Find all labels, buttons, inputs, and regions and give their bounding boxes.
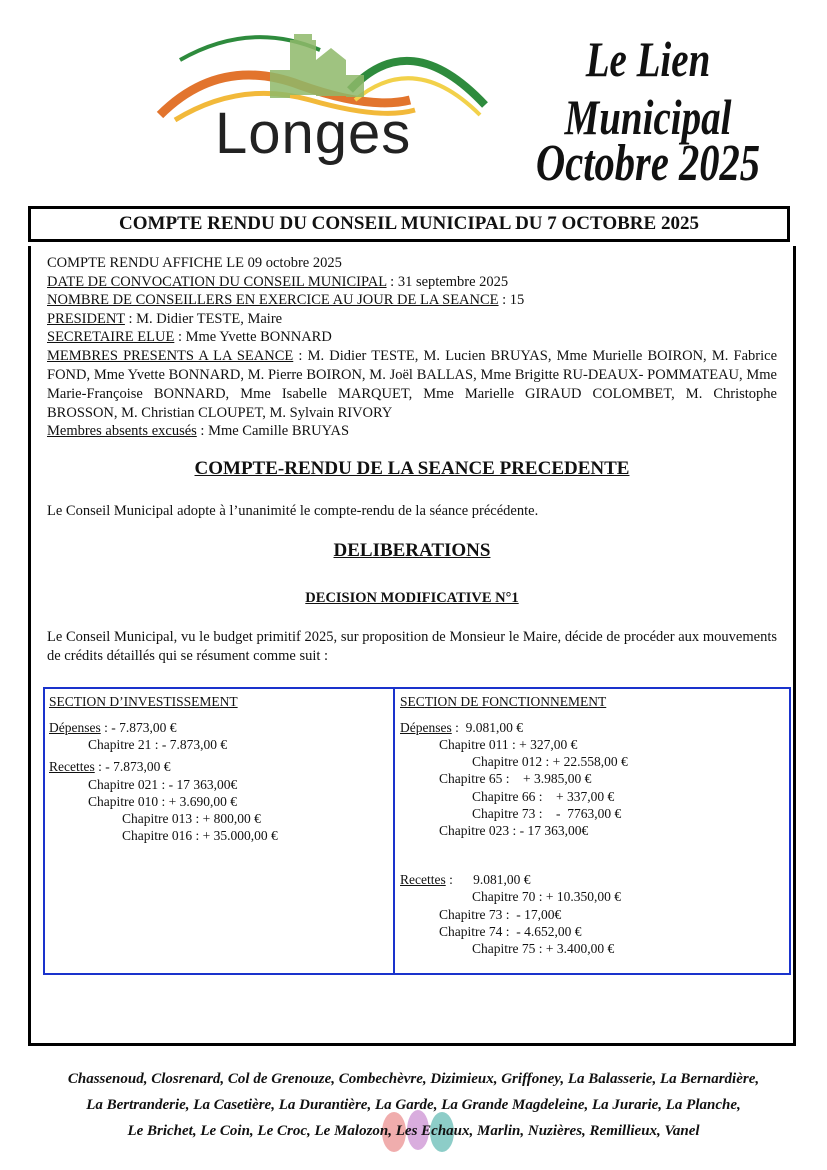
hamlets-line: Chassenoud, Closrenard, Col de Grenouze, Combechèvre, Dizimieux, Griffoney, La Balasserie, La Bernardière, bbox=[67, 1071, 760, 1087]
decision-intro: Le Conseil Municipal, vu le budget primitif 2025, sur proposition de Monsieur le Maire, décide de procéder aux mouvements de crédits détaillés qui se résument comme suit : bbox=[47, 629, 777, 664]
investment-revenue-line: Chapitre 010 : + 3.690,00 € bbox=[88, 794, 237, 809]
investment-title-text: SECTION D’INVESTISSEMENT bbox=[49, 694, 238, 709]
operating-expenses-value: : 9.081,00 € bbox=[451, 720, 523, 735]
investment-expense-line: Chapitre 21 : - 7.873,00 € bbox=[88, 737, 228, 752]
deliberations-heading: DELIBERATIONS bbox=[333, 540, 491, 561]
investment-expenses-value: : - 7.873,00 € bbox=[100, 720, 177, 735]
report-title: COMPTE RENDU DU CONSEIL MUNICIPAL DU 7 OCTOBRE 2025 bbox=[28, 206, 790, 242]
present-value: : M. Didier TESTE, M. Lucien BRUYAS, Mme Murielle BOIRON, M. Fabrice FOND, Mme Yvette BONNARD, M. Pierre BOIRON, M. Joël BALLAS, Mme Brigitte RU-DEAUX- POMMATEAU, Mme Marie-Françoise BONNARD, Mme Isabelle MARQUET, Mme Marielle GIRAUD COLOMBET, M. Christophe BROSSON, M. Christian CLOUPET, M. Sylvain RIVORY bbox=[47, 348, 778, 421]
absent-label: Membres absents excusés bbox=[47, 423, 197, 439]
decision-heading: DECISION MODIFICATIVE N°1 bbox=[305, 590, 519, 606]
previous-session-text: Le Conseil Municipal adopte à l’unanimité le compte-rendu de la séance précédente. bbox=[47, 503, 539, 519]
president-value: : M. Didier TESTE, Maire bbox=[124, 311, 283, 327]
absent-value: : Mme Camille BRUYAS bbox=[196, 423, 350, 439]
president-line bbox=[47, 310, 777, 329]
hamlets-list bbox=[40, 1066, 787, 1144]
operating-expenses bbox=[400, 719, 523, 736]
operating-expense-line: Chapitre 66 : + 337,00 € bbox=[472, 789, 615, 804]
secretary-line bbox=[47, 328, 777, 347]
operating-expense-line: Chapitre 65 : + 3.985,00 € bbox=[439, 771, 592, 786]
investment-revenue-label: Recettes bbox=[49, 759, 95, 774]
president-label: PRESIDENT bbox=[47, 311, 125, 327]
publication-title: Le Lien Municipal bbox=[564, 31, 732, 145]
operating-title-text: SECTION DE FONCTIONNEMENT bbox=[400, 694, 607, 709]
operating-expense-line: Chapitre 023 : - 17 363,00€ bbox=[439, 823, 589, 838]
absent-line bbox=[47, 422, 777, 441]
hamlets-line: La Bertranderie, La Casetière, La Durantière, La Garde, La Grande Magdeleine, La Jurarie, La Planche, bbox=[86, 1097, 741, 1113]
operating-expense-line: Chapitre 73 : - 7763,00 € bbox=[472, 806, 622, 821]
members-count-line bbox=[47, 291, 777, 310]
investment-revenue-subline: Chapitre 016 : + 35.000,00 € bbox=[122, 828, 278, 843]
operating-revenue-label: Recettes bbox=[400, 872, 446, 887]
table-divider bbox=[393, 687, 395, 975]
investment-revenue bbox=[49, 758, 170, 775]
secretary-label: SECRETAIRE ELUE bbox=[47, 329, 175, 345]
secretary-value: : Mme Yvette BONNARD bbox=[174, 329, 332, 345]
operating-expense-line: Chapitre 011 : + 327,00 € bbox=[439, 737, 578, 752]
operating-title bbox=[400, 693, 606, 710]
convocation-value: : 31 septembre 2025 bbox=[386, 274, 509, 290]
investment-expenses bbox=[49, 719, 176, 736]
hamlets-line: Le Brichet, Le Coin, Le Croc, Le Malozon, Les Echaux, Marlin, Nuzières, Remillieux, Vanel bbox=[127, 1123, 700, 1139]
operating-revenue-line: Chapitre 73 : - 17,00€ bbox=[439, 907, 562, 922]
operating-revenue-line: Chapitre 70 : + 10.350,00 € bbox=[472, 889, 621, 904]
convocation-label: DATE DE CONVOCATION DU CONSEIL MUNICIPAL bbox=[47, 274, 387, 290]
posted-date: COMPTE RENDU AFFICHE LE 09 octobre 2025 bbox=[47, 255, 342, 271]
issue-date: Octobre 2025 bbox=[535, 135, 761, 192]
investment-revenue-value: : - 7.873,00 € bbox=[94, 759, 171, 774]
present-label: MEMBRES PRESENTS A LA SEANCE bbox=[47, 348, 294, 364]
investment-title bbox=[49, 693, 238, 710]
convocation-line bbox=[47, 273, 777, 292]
previous-session-heading: COMPTE-RENDU DE LA SEANCE PRECEDENTE bbox=[194, 458, 630, 479]
members-count-value: : 15 bbox=[498, 292, 525, 308]
operating-revenue-value: : 9.081,00 € bbox=[445, 872, 531, 887]
investment-revenue-line: Chapitre 021 : - 17 363,00€ bbox=[88, 777, 238, 792]
members-count-label: NOMBRE DE CONSEILLERS EN EXERCICE AU JOUR DE LA SEANCE bbox=[47, 292, 499, 308]
logo-wordmark: Longes bbox=[215, 101, 412, 166]
operating-expense-line: Chapitre 012 : + 22.558,00 € bbox=[472, 754, 628, 769]
investment-revenue-subline: Chapitre 013 : + 800,00 € bbox=[122, 811, 261, 826]
operating-revenue-line: Chapitre 75 : + 3.400,00 € bbox=[472, 941, 615, 956]
operating-revenue-line: Chapitre 74 : - 4.652,00 € bbox=[439, 924, 582, 939]
operating-revenue bbox=[400, 871, 531, 888]
present-members bbox=[47, 347, 777, 423]
investment-expenses-label: Dépenses bbox=[49, 720, 101, 735]
operating-expenses-label: Dépenses bbox=[400, 720, 452, 735]
